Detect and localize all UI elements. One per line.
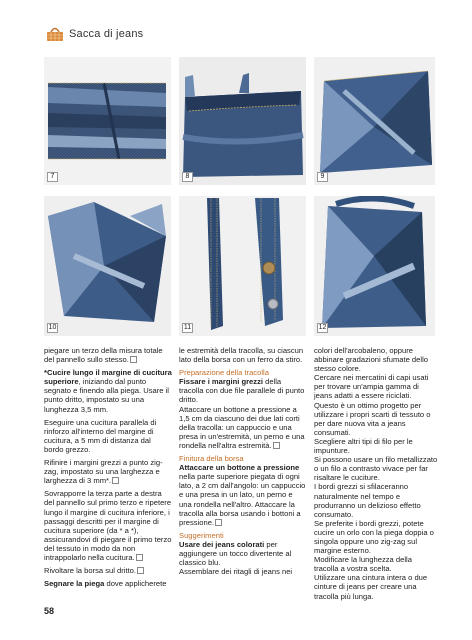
paragraph: Si possono usare un filo metallizzato o un filo a contrasto vivace per far risaltare le cuciture. (314, 455, 438, 483)
paragraph: Eseguire una cucitura parallela di rinforzo all'interno del margine di cucitura, a 5 mm di distanza dal bordo grezzo. (44, 417, 157, 454)
step-marker-icon (273, 442, 280, 449)
paragraph: Segnare la piega dove applicherete (44, 579, 167, 589)
step-marker-icon (130, 356, 137, 363)
paragraph: Attaccare un bottone a pressione a 1,5 cm da ciascuno dei due lati corti della tracolla: un cappuccio e una presa in un'estremità, un perno e una rondella nell'altra estremità. (179, 404, 305, 450)
step-photo-7 (44, 57, 171, 185)
step-number: 7 (47, 172, 58, 182)
paragraph: Scegliere altri tipi di filo per le impunture. (314, 436, 413, 456)
paragraph: Attaccare un bottone a pressione nella parte superiore piegata di ogni lato, a 2 cm dall'angolo: un cappuccio e una presa in un lato, un perno e una rondella nell'altro. Attaccare la tracolla alla borsa usando i bottoni a pressione. (179, 463, 306, 527)
paragraph: Rifinire i margini grezzi a punto zig-zag, impostato su una larghezza e larghezza di 3 mm*. (44, 458, 163, 486)
paragraph: *Cucire lungo il margine di cucitura superiore, iniziando dal punto segnato e finendo alla piega. Usare il punto dritto, impostato su una lunghezza 3,5 mm. (44, 368, 172, 414)
step-photo-12 (314, 196, 435, 336)
page-header (46, 24, 143, 44)
paragraph: Se preferite i bordi grezzi, potete cucire un orlo con la piega doppia o singola oppure uno zig-zag sul margine esterno. (314, 518, 434, 556)
text-column-2 (179, 346, 307, 580)
paragraph: colori dell'arcobaleno, oppure abbinare gradazioni sfumate dello stesso colore. (314, 346, 428, 374)
step-number: 9 (317, 172, 328, 182)
section-heading: Finitura della borsa (179, 454, 244, 464)
paragraph: Usare dei jeans colorati per aggiungere un tocco divertente al classico blu. (179, 539, 292, 568)
paragraph: Modificare la lunghezza della tracolla a vostra scelta. (314, 555, 412, 574)
step-marker-icon (112, 477, 119, 484)
step-number: 12 (318, 324, 327, 331)
step-number: 8 (182, 172, 193, 182)
page-title: Sacca di jeans (69, 28, 144, 40)
paragraph: Sovrapporre la terza parte a destra del pannello sul primo terzo e ripetere lungo il margine di cucitura inferiore, i passaggi descritti per il margine di cucitura superiore (da * a *), assicurandovi di piegare il primo terzo del tessuto in modo da non intrappolarlo nella cucitura. (44, 489, 172, 562)
step-number: 11 (183, 324, 192, 331)
section-heading: Preparazione della tracolla (179, 368, 269, 378)
paragraph: piegare un terzo della misura totale del pannello sullo stesso. (44, 346, 163, 365)
paragraph: le estremità della tracolla, su ciascun lato della borsa con un ferro da stiro. (179, 346, 304, 365)
step-photo-11 (179, 196, 306, 336)
paragraph (179, 368, 307, 377)
text-column-3 (314, 346, 438, 601)
section-heading: Suggerimenti (179, 530, 224, 540)
page-number: 58 (44, 606, 55, 616)
paragraph (179, 531, 307, 540)
paragraph: Rivoltare la borsa sul dritto. (44, 566, 172, 575)
paragraph: Fissare i margini grezzi della tracolla con due file parallele di punto dritto. (179, 377, 305, 405)
paragraph: Utilizzare una cintura intera o due cinture di jeans per creare una tracolla più lunga. (314, 573, 428, 601)
paragraph: Assemblare dei ritagli di jeans nei (179, 567, 293, 577)
text-column-1 (44, 346, 172, 592)
step-marker-icon (136, 554, 143, 561)
step-photo-9 (314, 57, 435, 185)
basket-icon (46, 26, 64, 42)
paragraph (179, 454, 307, 463)
paragraph: I bordi grezzi si sfilaceranno naturalmente nel tempo e produrranno un delizioso effetto consumato. (314, 482, 421, 519)
step-marker-icon (137, 567, 144, 574)
paragraph: Cercare nei mercatini di capi usati per trovare un'ampia gamma di jeans adatti a essere riciclati. Questo è un ottimo progetto per utilizzare i propri scarti di tessuto o per dare nuova vita a jeans consumati. (314, 373, 431, 437)
step-number: 10 (48, 324, 57, 331)
step-marker-icon (215, 519, 222, 526)
step-photo-10 (44, 196, 171, 336)
step-photo-8 (179, 57, 306, 185)
